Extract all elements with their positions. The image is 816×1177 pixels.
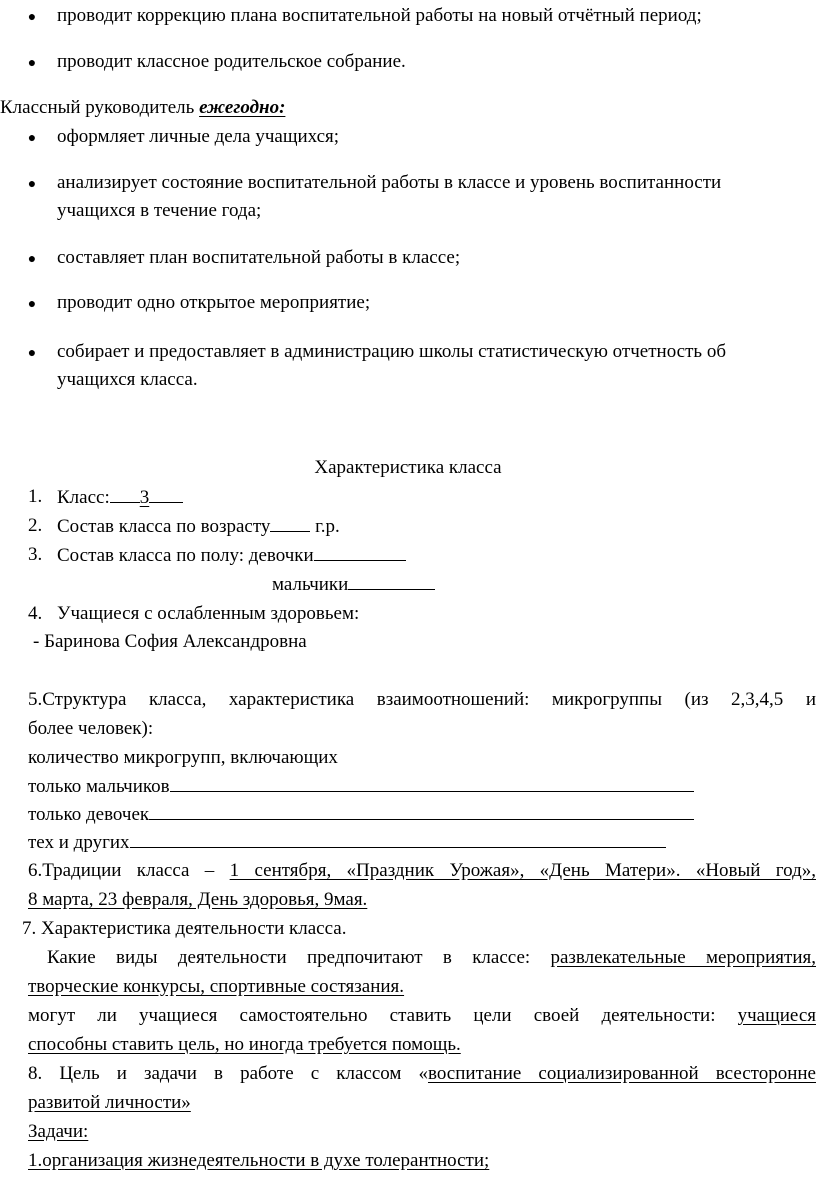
boys-label: мальчики xyxy=(272,574,349,595)
bullet-icon: ● xyxy=(27,131,37,146)
activity-q1-answer: развлекательные мероприятия, xyxy=(550,947,816,968)
only-boys-field xyxy=(28,773,694,800)
bullet-icon: ● xyxy=(27,56,37,71)
activity-q1-label: Какие виды деятельности предпочитают в классе: xyxy=(47,947,551,968)
bullet-icon: ● xyxy=(27,252,37,267)
class-label: Класс: xyxy=(57,487,110,508)
list-number: 2. xyxy=(28,515,43,536)
bullet-text: анализирует состояние воспитательной работы в классе и уровень воспитанности xyxy=(57,172,722,193)
bullet-icon: ● xyxy=(27,346,37,361)
bullet-text: проводит одно открытое мероприятие; xyxy=(57,292,371,313)
activity-question-2 xyxy=(28,1003,816,1029)
boys-field xyxy=(272,571,435,598)
activity-question-1 xyxy=(47,945,816,971)
bullet-text-continued: учащихся класса. xyxy=(57,369,198,390)
only-girls-field xyxy=(28,801,694,828)
class-field xyxy=(57,484,183,511)
traditions-label: 6.Традиции класса – xyxy=(28,860,230,881)
list-number: 4. xyxy=(28,603,43,624)
traditions-value: 1 сентября, «Праздник Урожая», «День Матери». «Новый год», xyxy=(229,860,816,881)
goal-value: воспитание социализированной всесторонне xyxy=(427,1063,816,1084)
bullet-icon: ● xyxy=(27,177,37,192)
girls-label: Состав класса по полу: девочки xyxy=(57,545,314,566)
only-girls-label: только девочек xyxy=(28,804,150,825)
tasks-label: Задачи: xyxy=(28,1121,89,1142)
list-number: 1. xyxy=(28,486,43,507)
activity-q2-answer-continued: способны ставить цель, но иногда требуется помощь. xyxy=(28,1034,461,1055)
age-field xyxy=(57,513,340,540)
class-value: 3 xyxy=(139,487,150,508)
list-number: 3. xyxy=(28,544,43,565)
health-label: Учащиеся с ослабленным здоровьем: xyxy=(57,603,360,624)
activity-title: 7. Характеристика деятельности класса. xyxy=(22,918,347,939)
girls-field xyxy=(57,542,406,569)
blank-line xyxy=(314,542,406,561)
yearly-keyword: ежегодно: xyxy=(199,97,286,118)
microgroups-label: количество микрогрупп, включающих xyxy=(28,747,338,768)
bullet-icon: ● xyxy=(27,297,37,312)
traditions-line xyxy=(28,858,816,884)
goal-line xyxy=(28,1061,816,1087)
health-student: - Баринова София Александровна xyxy=(33,631,307,652)
only-boys-label: только мальчиков xyxy=(28,776,170,797)
task-item: 1.организация жизнедеятельности в духе толерантности; xyxy=(28,1150,490,1171)
bullet-text-continued: учащихся в течение года; xyxy=(57,200,262,221)
bullet-text: проводит классное родительское собрание. xyxy=(57,51,406,72)
mixed-field xyxy=(28,829,666,856)
traditions-value-continued: 8 марта, 23 февраля, День здоровья, 9мая. xyxy=(28,889,368,910)
bullet-text: составляет план воспитательной работы в классе; xyxy=(57,247,461,268)
age-suffix: г.р. xyxy=(310,516,340,537)
goal-label: 8. Цель и задачи в работе с классом « xyxy=(28,1063,428,1084)
bullet-icon: ● xyxy=(27,10,37,25)
mixed-label: тех и других xyxy=(28,832,130,853)
blank-line xyxy=(170,773,694,792)
blank-line xyxy=(110,484,140,503)
blank-line xyxy=(149,801,694,820)
age-label: Состав класса по возрасту xyxy=(57,516,271,537)
bullet-text: собирает и предоставляет в администрацию школы статистическую отчетность об xyxy=(57,341,726,362)
yearly-heading xyxy=(0,95,285,121)
blank-line xyxy=(149,484,183,503)
goal-value-continued: развитой личности» xyxy=(28,1092,191,1113)
structure-text-continued: более человек): xyxy=(28,718,154,739)
blank-line xyxy=(348,571,435,590)
section-title: Характеристика класса xyxy=(314,457,502,478)
activity-q1-answer-continued: творческие конкурсы, спортивные состязания. xyxy=(28,976,405,997)
bullet-text: оформляет личные дела учащихся; xyxy=(57,126,340,147)
blank-line xyxy=(130,829,666,848)
bullet-text: проводит коррекцию плана воспитательной работы на новый отчётный период; xyxy=(57,5,702,26)
activity-q2-label: могут ли учащиеся самостоятельно ставить цели своей деятельности: xyxy=(28,1005,738,1026)
activity-q2-answer: учащиеся xyxy=(737,1005,816,1026)
structure-text: 5.Структура класса, характеристика взаимоотношений: микрогруппы (из 2,3,4,5 и xyxy=(28,689,816,710)
blank-line xyxy=(270,513,310,532)
yearly-intro: Классный руководитель xyxy=(0,97,195,118)
